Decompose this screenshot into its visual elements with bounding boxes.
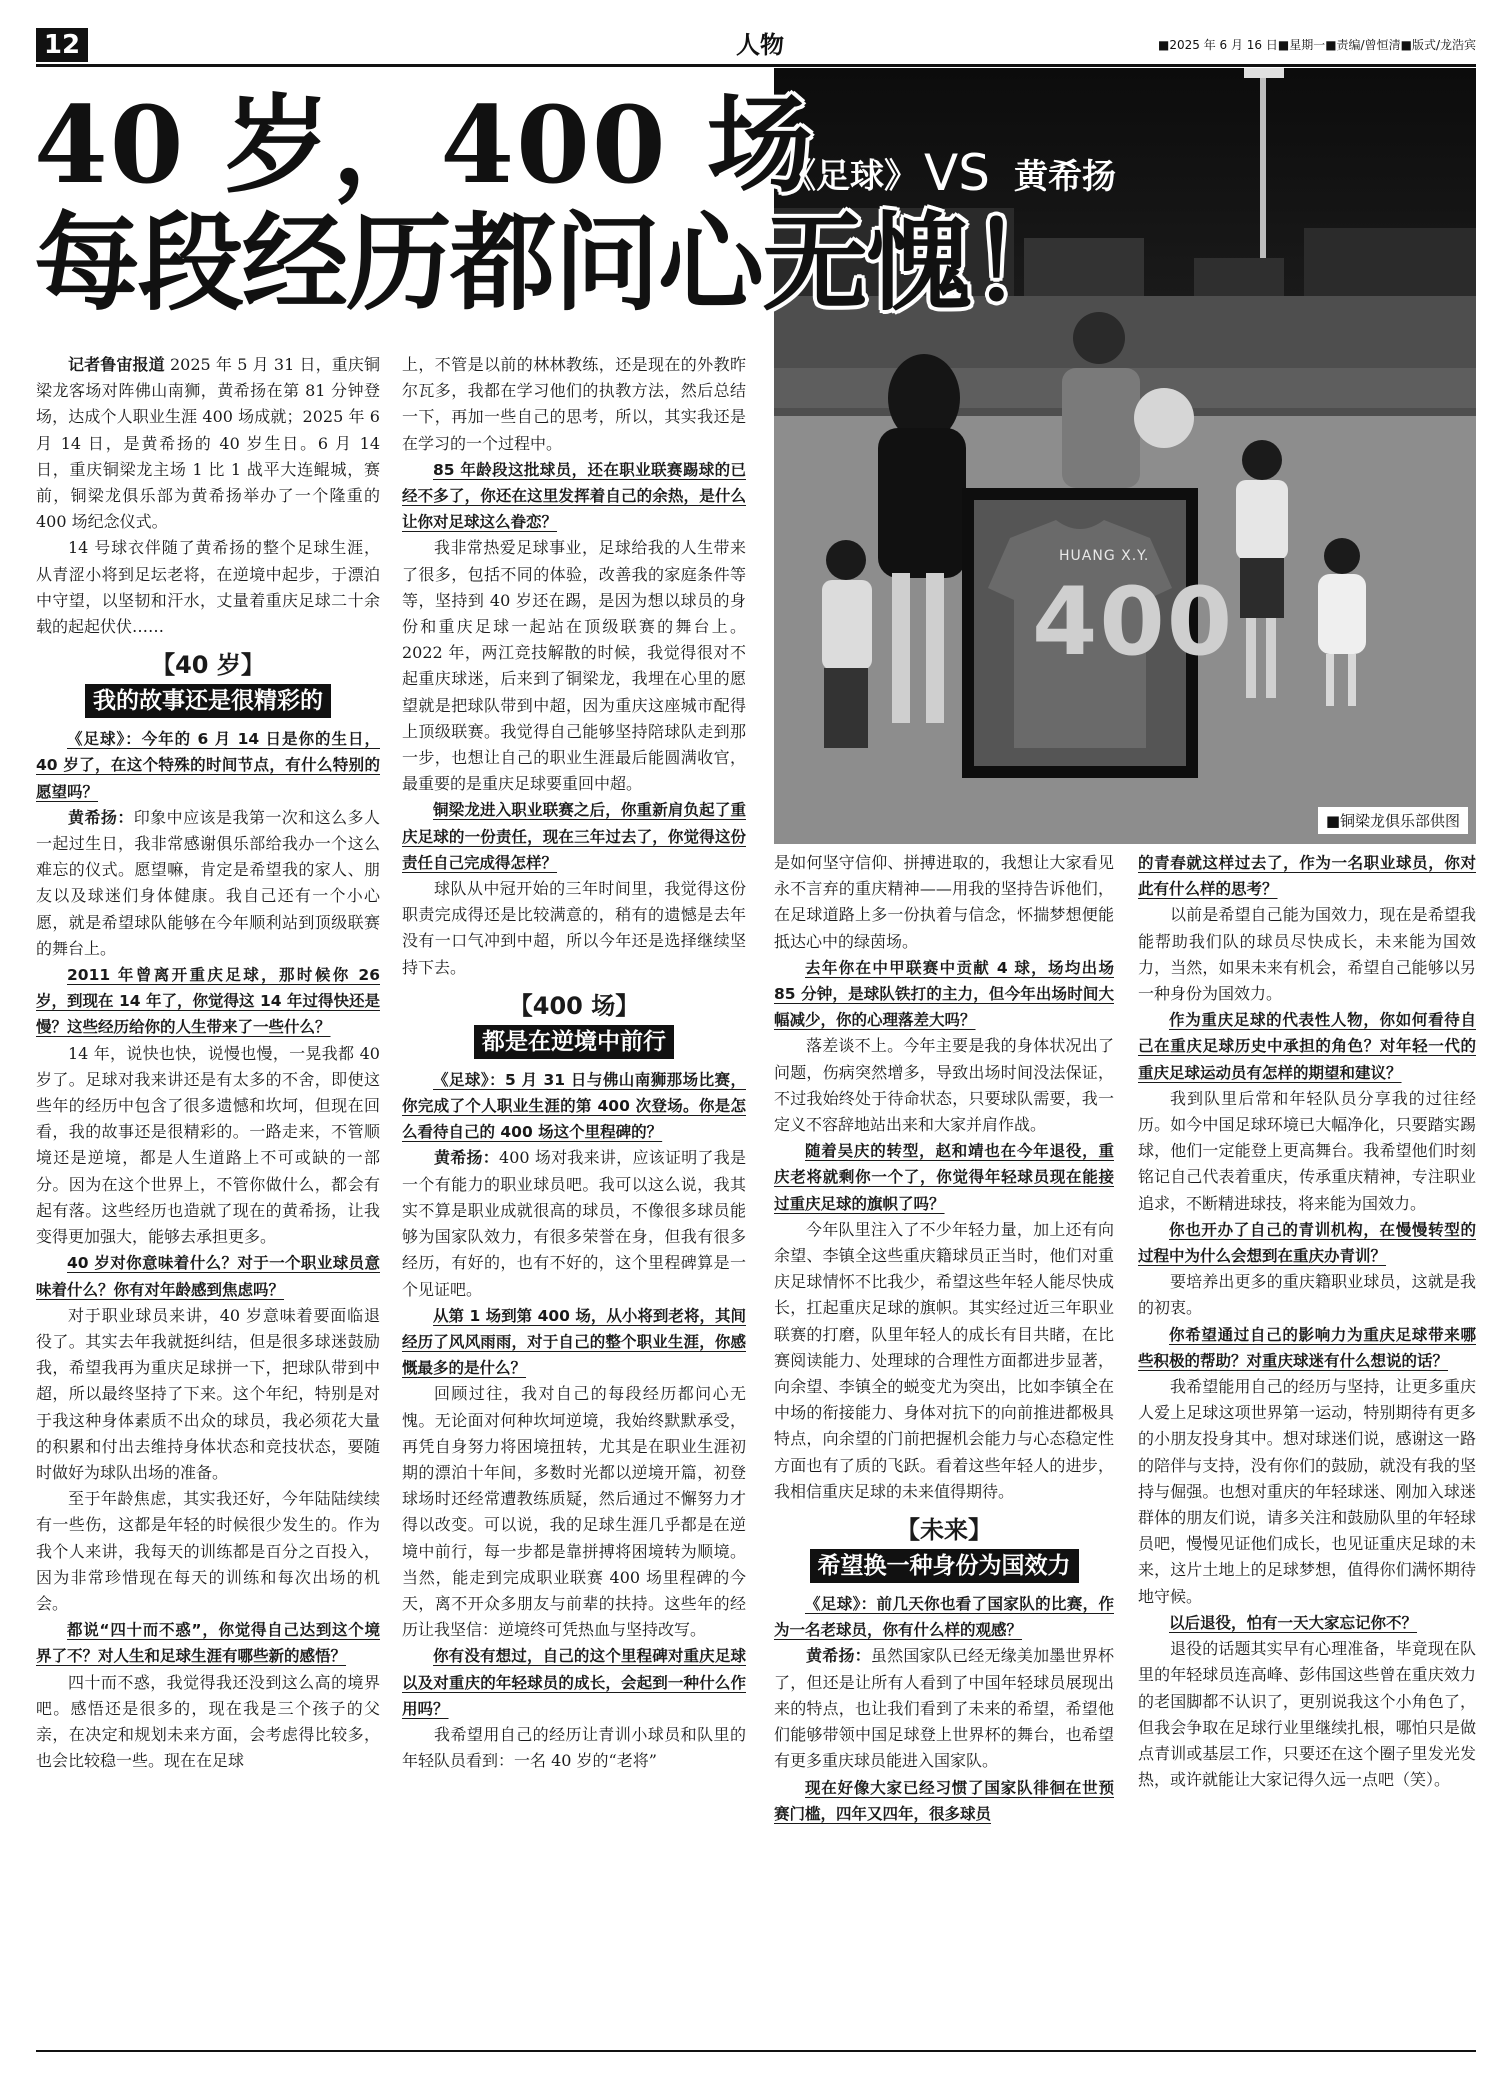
interview-question: 《足球》：5 月 31 日与佛山南狮那场比赛，你完成了个人职业生涯的第 400 次登场。你是怎么看待自己的 400 场这个里程碑的？ [402,1070,746,1142]
body-paragraph: 落差谈不上。今年主要是我的身体状况出了问题，伤病突然增多，导致出场时间没法保证，不过我始终处于待命状态，只要球队需要，我一定义不容辞地站出来和大家并肩作战。 [774,1036,1114,1135]
speaker-label: 黄希扬： [68,807,134,827]
interview-question: 《足球》：前几天你也看了国家队的比赛，作为一名老球员，你有什么样的观感？ [774,1595,1114,1640]
byline: 记者鲁宙报道 [68,355,165,374]
body-paragraph: 我希望能用自己的经历与坚持，让更多重庆人爱上足球这项世界第一运动，特别期待有更多的小朋友投身其中。想对球迷们说，感谢这一路的陪伴与支持，没有你们的鼓励，就没有我的坚持与倔强。也想对重庆的年轻球迷、刚加入球迷群体的朋友们说，请多关注和鼓励队里的年轻球员吧，慢慢见证他们成长，也见证重庆足球的未来，这片土地上的足球梦想，值得你们满怀期待地守候。 [1138,1377,1476,1606]
interview-question: 现在好像大家已经习惯了国家队徘徊在世预赛门槛，四年又四年，很多球员 [774,1778,1114,1823]
section-name: 人物 [736,31,784,59]
interview-answer [36,805,380,962]
bottom-rule [36,2050,1476,2052]
interview-question: 你也开办了自己的青训机构，在慢慢转型的过程中为什么会想到在重庆办青训？ [1138,1220,1476,1266]
answer-text: 虽然国家队已经无缘美加墨世界杯了，但还是让所有人看到了中国年轻球员展现出来的特点，也让我们看到了未来的希望，希望他们能够带领中国足球登上世界杯的舞台，也希望有更多重庆球员能进入国家队。 [774,1646,1114,1771]
speaker-label: 黄希扬： [434,1148,500,1168]
interview-question: 随着吴庆的转型，赵和靖也在今年退役，重庆老将就剩你一个了，你觉得年轻球员现在能接过重庆足球的旗帜了吗？ [774,1142,1114,1213]
article-column-4 [1138,850,1476,1793]
subheading-label: 【40 岁】 [151,651,265,680]
body-paragraph: 至于年龄焦虑，其实我还好，今年陆陆续续有一些伤，这都是年轻的时候很少发生的。作为我个人来讲，我每天的训练都是百分之百投入，因为非常珍惜现在每天的训练和每次出场的机会。 [36,1489,380,1613]
interview-answer [402,1145,746,1302]
subheading-title: 我的故事还是很精彩的 [85,684,331,718]
subheading [36,648,380,718]
interview-question: 40 岁对你意味着什么？对于一个职业球员意味着什么？你有对年龄感到焦虑吗？ [36,1254,380,1299]
article-column-2 [402,352,746,1774]
subheading-label: 【400 场】 [508,991,640,1020]
body-paragraph: 退役的话题其实早有心理准备，毕竟现在队里的年轻球员连高峰、彭伟国这些曾在重庆效力的老国脚都不认识了，更别说我这个小角色了，但我会争取在足球行业里继续扎根，哪怕只是做点青训或基层工作，只要还在这个圈子里发光发热，或许就能让大家记得久远一点吧（笑）。 [1138,1639,1476,1790]
vs-line [782,144,1116,202]
answer-text: 印象中应该是我第一次和这么多人一起过生日，我非常感谢俱乐部给我办一个这么难忘的仪式。愿望嘛，肯定是希望我的家人、朋友以及球迷们身体健康。我自己还有一个小心愿，就是希望球队能够在今年顺利站到顶级联赛的舞台上。 [36,807,380,958]
vs-left: 《足球》 [782,156,918,197]
interview-question: 都说“四十而不惑”，你觉得自己达到这个境界了不？对人生和足球生涯有哪些新的感悟？ [36,1621,380,1666]
subheading-title: 希望换一种身份为国效力 [810,1549,1079,1583]
body-paragraph: 球队从中冠开始的三年时间里，我觉得这份职责完成得还是比较满意的，稍有的遗憾是去年没有一口气冲到中超，所以今年还是选择继续坚持下去。 [402,879,746,977]
interview-answer [774,1643,1114,1774]
body-paragraph: 上，不管是以前的林林教练，还是现在的外教昨尔瓦多，我都在学习他们的执教方法，然后总结一下，再加一些自己的思考，所以，其实我还是在学习的一个过程中。 [402,355,746,453]
interview-question: 以后退役，怕有一天大家忘记你不？ [1169,1613,1418,1632]
answer-text: 400 场对我来讲，应该证明了我是一个有能力的职业球员吧。我可以这么说，我其实不算是职业成就很高的球员，不像很多球员能够为国家队效力，有很多荣誉在身，但我有很多经历，有好的，也有不好的，这个里程碑算是一个见证吧。 [402,1148,746,1299]
subheading-label: 【未来】 [896,1516,992,1545]
headline-line-2: 每段经历都问心无愧！ [34,200,1074,325]
body-paragraph: 我到队里后常和年轻队员分享我的过往经历。如今中国足球环境已大幅净化，只要踏实踢球，他们一定能登上更高舞台。我希望他们时刻铭记自己代表着重庆，传承重庆精神，专注职业追求，不断精进球技，将来能为国效力。 [1138,1088,1476,1213]
article-column-1 [36,352,380,1774]
body-paragraph: 我非常热爱足球事业，足球给我的人生带来了很多，包括不同的体验，改善我的家庭条件等等，坚持到 40 岁还在踢，是因为想以球员的身份和重庆足球一起站在顶级联赛的舞台上。2022 年，两江竞技解散的时候，我觉得很对不起重庆球迷，后来到了铜梁龙，我埋在心里的愿望就是把球队带到中超，因为重庆这座城市配得上顶级联赛。我觉得自己能够坚持陪球队走到那一步，也想让自己的职业生涯最后能圆满收官，最重要的是重庆足球要重回中超。 [402,538,746,794]
photo-credit: ■铜梁龙俱乐部供图 [1318,807,1468,834]
subheading [402,989,746,1059]
subheading-title: 都是在逆境中前行 [474,1025,674,1059]
body-paragraph: 是如何坚守信仰、拼搏进取的，我想让大家看见永不言弃的重庆精神——用我的坚持告诉他们，在足球道路上多一份执着与信念，怀揣梦想便能抵达心中的绿茵场。 [774,853,1114,951]
speaker-label: 黄希扬： [806,1646,871,1666]
body-paragraph: 要培养出更多的重庆籍职业球员，这就是我的初衷。 [1138,1272,1476,1318]
interview-question: 铜梁龙进入职业联赛之后，你重新肩负起了重庆足球的一份责任，现在三年过去了，你觉得这份责任自己完成得怎样？ [402,801,746,872]
interview-question: 的青春就这样过去了，作为一名职业球员，你对此有什么样的思考？ [1138,854,1476,899]
body-paragraph: 以前是希望自己能为国效力，现在是希望我能帮助我们队的球员尽快成长，未来能为国效力，当然，如果未来有机会，希望自己能够以另一种身份为国效力。 [1138,905,1476,1004]
page-number: 12 [36,28,88,62]
body-paragraph: 14 年，说快也快，说慢也慢，一晃我都 40 岁了。足球对我来讲还是有太多的不舍，即使这些年的经历中包含了很多遗憾和坎坷，但现在回看，我的故事还是很精彩的。一路走来，不管顺境还是逆境，都是人生道路上不可或缺的一部分。因为在这个世界上，不管你做什么，都会有起有落。这些经历也造就了现在的黄希扬，让我变得更加强大，能够去承担更多。 [36,1043,380,1247]
interview-question: 作为重庆足球的代表性人物，你如何看待自己在重庆足球历史中承担的角色？对年轻一代的重庆足球运动员有怎样的期望和建议？ [1138,1011,1476,1082]
body-paragraph: 今年队里注入了不少年轻力量，加上还有向余望、李镇全这些重庆籍球员正当时，他们对重庆足球情怀不比我少，希望这些年轻人能尽快成长，扛起重庆足球的旗帜。其实经过近三年职业联赛的打磨，队里年轻人的成长有目共睹，在比赛阅读能力、处理球的合理性方面都进步显著，向余望、李镇全的蜕变尤为突出，比如李镇全在中场的衔接能力、身体对抗下的向前推进都极具特点，向余望的门前把握机会能力与心态稳定性方面也有了质的飞跃。看着这些年轻人的进步，我相信重庆足球的未来值得期待。 [774,1219,1114,1501]
headline [34,82,1074,325]
page-header [36,28,1476,67]
interview-question: 去年你在中甲联赛中贡献 4 球，场均出场 85 分钟，是球队铁打的主力，但今年出场时间大幅减少，你的心理落差大吗？ [774,958,1114,1030]
headline-line-1: 40 岁，400 场 [34,82,815,207]
jersey-name: HUANG X.Y. [1059,548,1150,564]
body-paragraph: 四十而不惑，我觉得我还没到这么高的境界吧。感悟还是很多的，现在我是三个孩子的父亲，在决定和规划未来方面，会考虑得比较多，也会比较稳一些。现在在足球 [36,1672,380,1771]
interview-question: 从第 1 场到第 400 场，从小将到老将，其间经历了风风雨雨，对于自己的整个职业生涯，你感慨最多的是什么？ [402,1306,746,1378]
lead-paragraph [36,352,380,535]
jersey-number: 400 [1032,568,1235,677]
interview-question: 85 年龄段这批球员，还在职业联赛踢球的已经不多了，你还在这里发挥着自己的余热，是什么让你对足球这么眷恋？ [402,460,746,532]
article-column-3 [774,850,1114,1827]
interview-question: 《足球》：今年的 6 月 14 日是你的生日，40 岁了，在这个特殊的时间节点，有什么特别的愿望吗？ [36,730,380,801]
issue-info: ■2025 年 6 月 16 日■星期一■责编/曾恒清■版式/龙浩宾 [1158,38,1476,52]
body-paragraph: 14 号球衣伴随了黄希扬的整个足球生涯，从青涩小将到足坛老将，在逆境中起步，于漂泊中守望，以坚韧和汗水，丈量着重庆足球二十余载的起起伏伏…… [36,538,380,637]
vs-text: VS [924,144,990,202]
interview-question: 你有没有想过，自己的这个里程碑对重庆足球以及对重庆的年轻球员的成长，会起到一种什么作用吗？ [402,1647,746,1718]
interview-question: 你希望通过自己的影响力为重庆足球带来哪些积极的帮助？对重庆球迷有什么想说的话？ [1138,1325,1476,1370]
lead-text: 2025 年 5 月 31 日，重庆铜梁龙客场对阵佛山南狮，黄希扬在第 81 分钟登场，达成个人职业生涯 400 场成就；2025 年 6 月 14 日，是黄希扬的 40 岁生日。6 月 14 日，重庆铜梁龙主场 1 比 1 战平大连鲲城，赛前，铜梁龙俱乐部为黄希扬举办了一个隆重的 400 场纪念仪式。 [36,355,380,532]
body-paragraph: 回顾过往，我对自己的每段经历都问心无愧。无论面对何种坎坷逆境，我始终默默承受，再凭自身努力将困境扭转，尤其是在职业生涯初期的漂泊十年间，多数时光都以逆境开篇，初登球场时还经常遭教练质疑，然后通过不懈努力才得以改变。可以说，我的足球生涯几乎都是在逆境中前行，每一步都是靠拼搏将困境转为顺境。当然，能走到完成职业联赛 400 场里程碑的今天，离不开众多朋友与前辈的扶持。这些年的经历让我坚信：逆境终可凭热血与坚持改写。 [402,1384,746,1640]
body-paragraph: 我希望用自己的经历让青训小球员和队里的年轻队员看到：一名 40 岁的“老将” [402,1724,746,1771]
body-paragraph: 对于职业球员来讲，40 岁意味着要面临退役了。其实去年我就挺纠结，但是很多球迷鼓励我，希望我再为重庆足球拼一下，把球队带到中超，所以最终坚持了下来。这个年纪，特别是对于我这种身体素质不出众的球员，我必须花大量的积累和付出去维持身体状态和竞技状态，要随时做好为球队出场的准备。 [36,1305,380,1482]
vs-right: 黄希扬 [1013,156,1116,197]
subheading [774,1513,1114,1583]
interview-question: 2011 年曾离开重庆足球，那时候你 26 岁，到现在 14 年了，你觉得这 14 年过得快还是慢？这些经历给你的人生带来了一些什么？ [36,966,380,1037]
